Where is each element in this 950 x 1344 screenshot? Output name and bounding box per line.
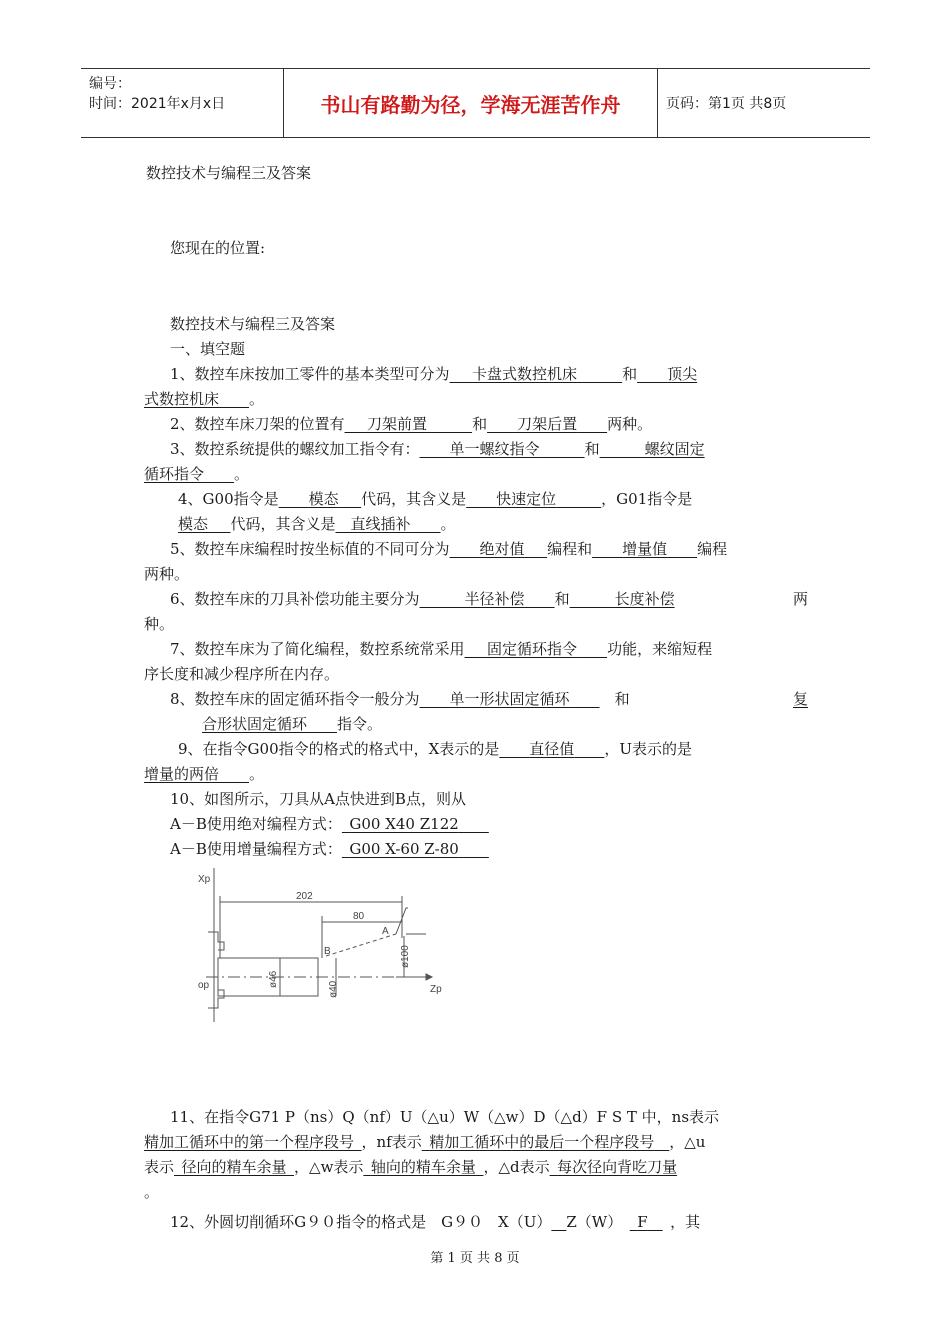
zp-label: Zp <box>430 984 442 995</box>
question-10-abs: A－B使用绝对编程方式： G00 X40 Z122 <box>170 815 459 833</box>
question-1-cont: 式数控机床 。 <box>144 390 265 408</box>
question-8: 8、数控车床的固定循环指令一般分为 单一形状固定循环 和 复 <box>170 690 808 708</box>
location-label: 您现在的位置: <box>170 239 266 257</box>
tool-path <box>326 934 396 956</box>
page-header <box>81 68 870 138</box>
question-11-cont-1: 精加工循环中的第一个程序段号 ，nf表示 精加工循环中的最后一个程序段号 ，△u <box>144 1133 706 1151</box>
question-5: 5、数控车床编程时按坐标值的不同可分为 绝对值 编程和 增量值 编程 <box>170 540 728 558</box>
header-divider <box>657 69 658 137</box>
question-1: 1、数控车床按加工零件的基本类型可分为 卡盘式数控机床 和 顶尖 <box>170 365 698 383</box>
lathe-diagram <box>196 862 456 1024</box>
question-9-cont: 增量的两倍 。 <box>144 765 265 783</box>
chuck-top <box>208 932 224 950</box>
question-5-cont: 两种。 <box>144 565 190 583</box>
question-3-cont: 循环指令 。 <box>144 465 250 483</box>
section-title: 数控技术与编程三及答案 <box>170 315 336 333</box>
point-b-label: B <box>324 946 331 957</box>
question-11-cont-2: 表示 径向的精车余量 ，△w表示 轴向的精车余量 ，△d表示 每次径向背吃刀量 <box>144 1158 678 1176</box>
d46-label: ø46 <box>268 970 279 988</box>
d40-label: ø40 <box>328 980 339 998</box>
question-11-end: 。 <box>144 1183 160 1201</box>
question-10-inc: A－B使用增量编程方式： G00 X-60 Z-80 <box>170 840 459 858</box>
dim-80-label: 80 <box>353 911 365 922</box>
dim-202-label: 202 <box>296 891 313 902</box>
zp-arrow-icon <box>426 974 432 980</box>
point-a-label: A <box>382 926 389 937</box>
header-page-label: 页码：第1页 共8页 <box>666 96 787 112</box>
question-7: 7、数控车床为了简化编程，数控系统常采用 固定循环指令 功能，来缩短程 <box>170 640 713 658</box>
question-6-cont: 种。 <box>144 615 175 633</box>
question-6: 6、数控车床的刀具补偿功能主要分为 半径补偿 和 长度补偿 两 <box>170 590 808 608</box>
question-10: 10、如图所示，刀具从A点快进到B点，则从 <box>170 790 466 808</box>
d100-label: ø100 <box>400 945 411 968</box>
question-2: 2、数控车床刀架的位置有 刀架前置 和 刀架后置 两种。 <box>170 415 653 433</box>
question-3: 3、数控系统提供的螺纹加工指令有： 单一螺纹指令 和 螺纹固定 <box>170 440 705 458</box>
question-9: 9、在指令G00指令的格式的格式中，X表示的是 直径值 ，U表示的是 <box>178 740 692 758</box>
question-12: 12、外圆切削循环G９０指令的格式是 G９０ X（U） Z（W） F ，其 <box>170 1213 701 1231</box>
document-title: 数控技术与编程三及答案 <box>146 164 312 182</box>
question-4: 4、G00指令是 模态 代码，其含义是 快速定位 ，G01指令是 <box>178 490 693 508</box>
question-4-cont: 模态 代码，其含义是 直线插补 。 <box>178 515 456 533</box>
header-info-cell <box>81 69 283 137</box>
page-footer: 第 1 页 共 8 页 <box>430 1251 520 1266</box>
question-7-cont: 序长度和减少程序所在内存。 <box>144 665 340 683</box>
document-body-2 <box>144 1105 808 1235</box>
document-body <box>144 312 808 862</box>
xp-label: Xp <box>198 874 211 885</box>
number-label: 编号： <box>89 76 131 92</box>
op-label: op <box>198 980 210 991</box>
question-11: 11、在指令G71 P（ns）Q（nf）U（△u）W（△w）D（△d）F S T 中，ns表示 <box>170 1108 720 1126</box>
section-heading: 一、填空题 <box>170 340 246 358</box>
header-motto: 书山有路勤为径，学海无涯苦作舟 <box>320 92 621 117</box>
question-8-cont: 合形状固定循环 指令。 <box>202 715 383 733</box>
chuck-bottom <box>208 990 224 1008</box>
time-label: 时间：2021年x月x日 <box>89 96 226 112</box>
